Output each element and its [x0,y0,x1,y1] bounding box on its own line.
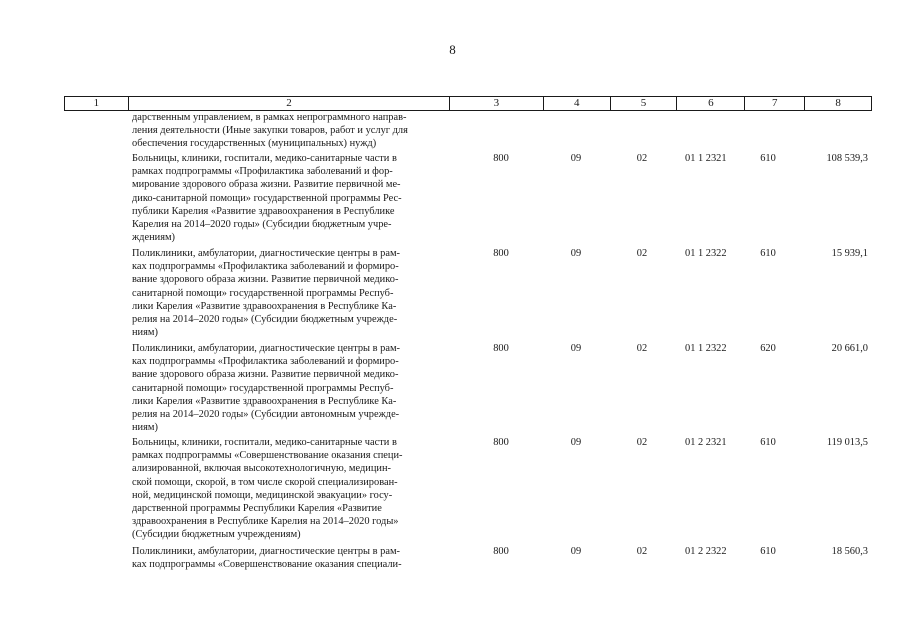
cell-ministry-code: 800 [493,437,509,448]
header-col-7: 7 [745,97,805,110]
header-col-4: 4 [544,97,611,110]
cell-amount: 15 939,1 [831,248,868,259]
row-description: Поликлиники, амбулатории, диагностические центры в рам- ках подпрограммы «Совершенствование оказания специали- [132,546,402,571]
cell-target-article: 01 2 2321 [685,437,727,448]
cell-subsection: 02 [636,248,648,259]
cell-section: 09 [570,546,582,557]
cell-subsection: 02 [636,153,648,164]
cell-amount: 119 013,5 [826,437,868,448]
cell-amount: 20 661,0 [831,343,868,354]
cell-subsection: 02 [636,343,648,354]
cell-target-article: 01 1 2322 [685,343,727,354]
row-description: Поликлиники, амбулатории, диагностические центры в рам- ках подпрограммы «Профилактика заболеваний и формиро- вание здорового образа жизни. Развитие первичной медико- санитарной помощи» государственной программы Респуб- лики Карелия «Развитие здравоохранения в Республике Ка- релия на 2014–2020 годы» (Субсидии автономным учрежде- ниям) [132,343,400,434]
header-col-1: 1 [65,97,129,110]
cell-expense-type: 610 [760,248,776,259]
cell-expense-type: 610 [760,437,776,448]
cell-amount: 18 560,3 [831,546,868,557]
header-col-3: 3 [450,97,544,110]
cell-subsection: 02 [636,546,648,557]
cell-subsection: 02 [636,437,648,448]
cell-target-article: 01 2 2322 [685,546,727,557]
cell-section: 09 [570,343,582,354]
cell-expense-type: 610 [760,546,776,557]
cell-expense-type: 610 [760,153,776,164]
row-description: Больницы, клиники, госпитали, медико-санитарные части в рамках подпрограммы «Совершенствование оказания специ- ализированной, включая высокотехнологичную, медицин- ской помощи, скорой, в том числе скорой специализирован- ной, медицинской помощи, медицинской эвакуации» госу- дарственной программы Республики Карелия «Развитие здравоохранения в Республике Карелия на 2014–2020 годы» (Субсидии бюджетным учреждениям) [132,437,403,541]
header-col-2: 2 [129,97,450,110]
cell-section: 09 [570,248,582,259]
cell-section: 09 [570,153,582,164]
cell-section: 09 [570,437,582,448]
header-col-5: 5 [611,97,678,110]
cell-ministry-code: 800 [493,248,509,259]
row-description: Больницы, клиники, госпитали, медико-санитарные части в рамках подпрограммы «Профилактика заболеваний и фор- мирование здорового образа жизни. Развитие первичной ме- дико-санитарной помощи» государственной программы Рес- публики Карелия «Развитие здравоохранения в Республике Карелия на 2014–2020 годы» (Субсидии бюджетным учре- ждениям) [132,153,402,244]
table-header [64,96,872,111]
row-description: Поликлиники, амбулатории, диагностические центры в рам- ках подпрограммы «Профилактика заболеваний и формиро- вание здорового образа жизни. Развитие первичной медико- санитарной помощи» государственной программы Респуб- лики Карелия «Развитие здравоохранения в Республике Ка- релия на 2014–2020 годы» (Субсидии бюджетным учрежде- ниям) [132,248,400,339]
header-col-8: 8 [835,97,841,109]
header-col-6: 6 [677,97,745,110]
cell-ministry-code: 800 [493,343,509,354]
cell-target-article: 01 1 2322 [685,248,727,259]
cell-ministry-code: 800 [493,546,509,557]
cell-expense-type: 620 [760,343,776,354]
cell-amount: 108 539,3 [826,153,868,164]
continuation-text: дарственным управлением, в рамках непрограммного направ- ления деятельности (Иные закупки товаров, работ и услуг для обеспечения государственных (муниципальных) нужд) [132,112,408,150]
cell-target-article: 01 1 2321 [685,153,727,164]
page-number: 8 [449,42,456,57]
cell-ministry-code: 800 [493,153,509,164]
